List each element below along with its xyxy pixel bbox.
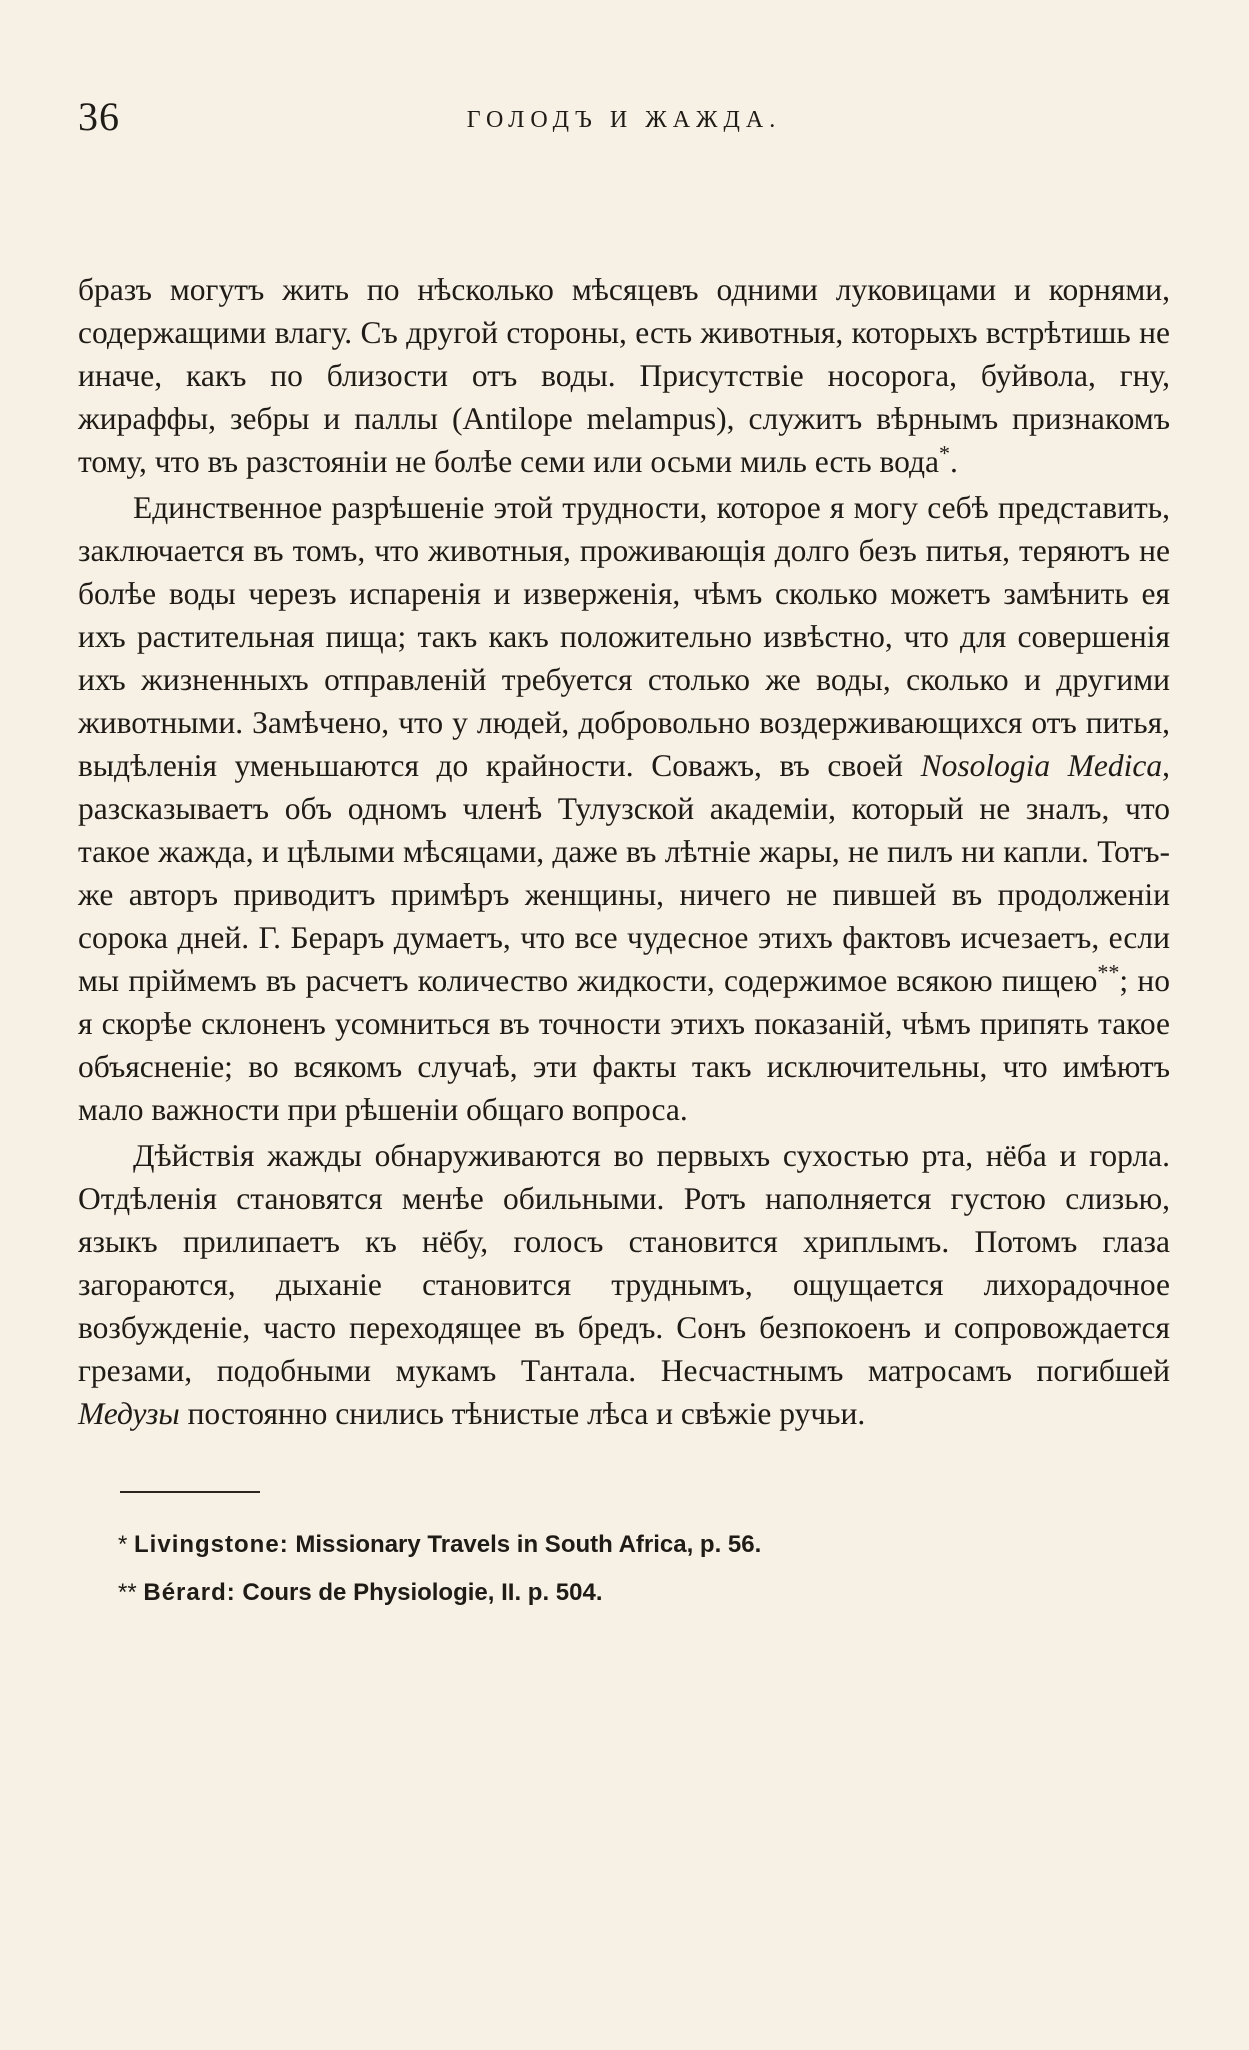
paragraph-2-text-b: , разсказываетъ объ одномъ членѣ Тулузской академіи, который не зналъ, что такое жажда, и цѣлыми мѣсяцами, даже въ лѣтніе жары, не пилъ ни капли. Тотъ-же авторъ приводитъ примѣръ женщины, ничего не пившей въ продолженіи сорока дней. Г. Бераръ думаетъ, что все чудесное этихъ фактовъ исчезаетъ, если мы пріймемъ въ расчетъ количество жидкости, содержимое всякою пищею (78, 748, 1171, 998)
running-title: ГОЛОДЪ И ЖАЖДА. (466, 107, 782, 133)
footnote-author: Livingstone: (134, 1531, 289, 1558)
footnote-ref-2: ** (1097, 959, 1120, 985)
paragraph-3-text-a: Дѣйствія жажды обнаруживаются во первыхъ сухостью рта, нёба и горла. Отдѣленія становятся менѣе обильными. Ротъ наполняется густою слизью, языкъ прилипаетъ къ нёбу, голосъ становится хриплымъ. Потомъ глаза загораются, дыханіе становится труднымъ, ощущается лихорадочное возбужденіе, часто переходящее въ бредъ. Сонъ безпокоенъ и сопровождается грезами, подобными мукамъ Тантала. Несчастнымъ матросамъ погибшей (78, 1138, 1170, 1388)
paragraph-3-text-b: постоянно снились тѣнистые лѣса и свѣжіе ручьи. (179, 1396, 866, 1431)
paragraph-2-text-c: ; но я скорѣе склоненъ усомниться въ точности этихъ показаній, чѣмъ припять такое объясненіе; во всякомъ случаѣ, эти факты такъ исключительны, что имѣютъ мало важности при рѣшеніи общаго вопроса. (78, 963, 1170, 1127)
footnote-ref-1: * (938, 440, 950, 466)
footnote-mark: * (118, 1531, 128, 1558)
main-text (78, 268, 1170, 1435)
footnote-citation: Missionary Travels in South Africa, p. 56. (295, 1531, 762, 1558)
book-page (78, 92, 1170, 1617)
paragraph-2 (78, 486, 1170, 1131)
page-number: 36 (78, 94, 120, 139)
paragraph-2-text-a: Единственное разрѣшеніе этой трудности, которое я могу себѣ представить, заключается въ томъ, что животныя, проживающія долго безъ питья, теряютъ не болѣе воды черезъ испаренія и изверженія, чѣмъ сколько можетъ замѣнить ея ихъ растительная пища; такъ какъ положительно извѣстно, что для совершенія ихъ жизненныхъ отправленій требуется столько же воды, сколько и другими животными. Замѣчено, что у людей, добровольно воздерживающихся отъ питья, выдѣленія уменьшаются до крайности. Соважъ, въ своей (78, 490, 1170, 783)
running-head (78, 92, 1170, 152)
paragraph-3 (78, 1134, 1170, 1435)
ship-name-italic: Медузы (78, 1396, 180, 1431)
footnote-divider (120, 1491, 260, 1493)
footnote-citation: Cours de Physiologie, II. p. 504. (242, 1579, 603, 1606)
paragraph-1-text: бразъ могутъ жить по нѣсколько мѣсяцевъ одними луковицами и корнями, содержащими влагу. Съ другой стороны, есть животныя, которыхъ встрѣтишь не иначе, какъ по близости отъ воды. Присутствіе носорога, буйвола, гну, жираффы, зебры и паллы (Antilope melampus), служитъ вѣрнымъ признакомъ тому, что въ разстояніи не болѣе семи или осьми миль есть вода (78, 272, 1170, 479)
footnote-1 (118, 1521, 1170, 1569)
footnote-2 (118, 1569, 1170, 1617)
footnotes (78, 1521, 1170, 1617)
paragraph-1 (78, 268, 1170, 483)
book-title-italic: Nosologia Medica (920, 748, 1163, 783)
footnote-author: Bérard: (143, 1579, 236, 1606)
paragraph-1-end: . (949, 444, 958, 479)
footnote-mark: ** (118, 1579, 137, 1606)
